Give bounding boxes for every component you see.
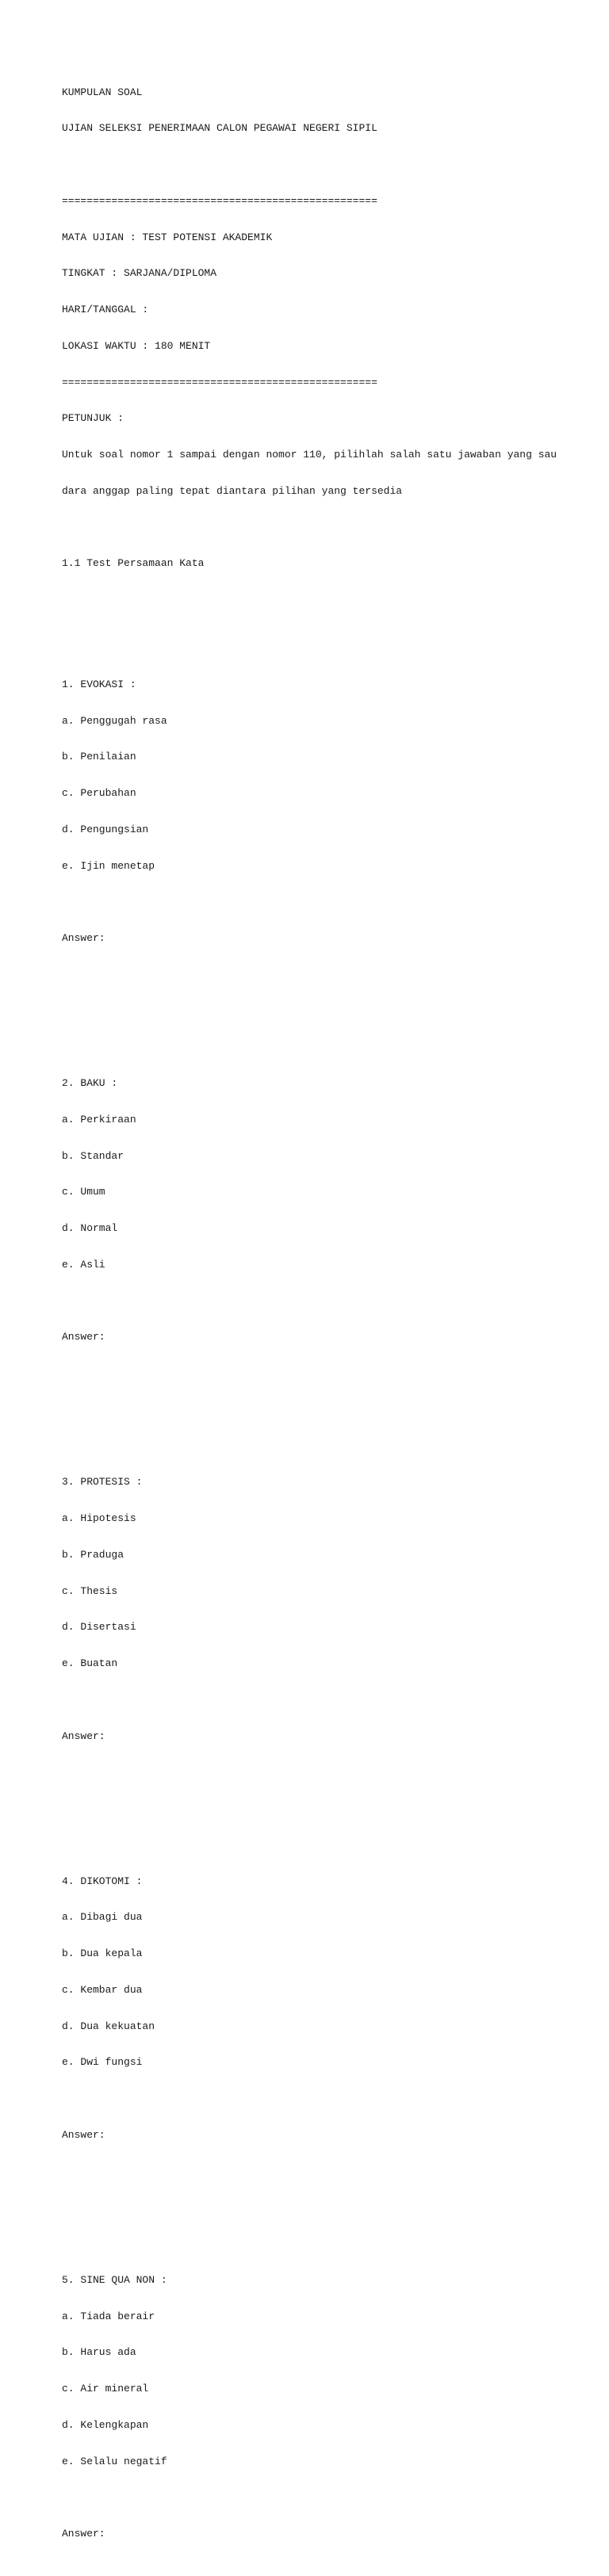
option-c: c. Thesis — [62, 1584, 118, 1597]
blank-line — [62, 2491, 601, 2503]
option-e: e. Selalu negatif — [62, 2455, 167, 2467]
option-a: a. Tiada berair — [62, 2310, 155, 2322]
question-3 — [62, 1452, 601, 1802]
blank-line — [62, 594, 601, 606]
option-e: e. Buatan — [62, 1657, 118, 1669]
instructions-text-2: dara anggap paling tepat diantara pilihan yang tersedia — [62, 484, 403, 497]
answer-label: Answer: — [62, 2528, 105, 2540]
option-d: d. Pengungsian — [62, 823, 149, 835]
section-title: 1.1 Test Persamaan Kata — [62, 557, 205, 570]
blank-line — [62, 969, 601, 980]
option-c: c. Perubahan — [62, 787, 136, 799]
option-d: d. Normal — [62, 1222, 118, 1234]
option-e: e. Ijin menetap — [62, 859, 155, 872]
blank-line — [62, 159, 601, 170]
blank-line — [62, 1295, 601, 1307]
doc-title: KUMPULAN SOAL — [62, 86, 143, 98]
exam-time: LOKASI WAKTU : 180 MENIT — [62, 339, 211, 352]
option-b: b. Penilaian — [62, 751, 136, 763]
blank-line — [62, 2093, 601, 2104]
answer-label: Answer: — [62, 932, 105, 944]
option-b: b. Standar — [62, 1149, 124, 1162]
question-title: 2. BAKU : — [62, 1077, 118, 1089]
question-4 — [62, 1851, 601, 2201]
option-a: a. Dibagi dua — [62, 1911, 143, 1924]
option-d: d. Kelengkapan — [62, 2418, 149, 2431]
option-a: a. Hipotesis — [62, 1512, 136, 1524]
question-5 — [62, 2249, 601, 2564]
option-c: c. Air mineral — [62, 2383, 149, 2394]
answer-label: Answer: — [62, 1331, 105, 1343]
doc-subtitle: UJIAN SELEKSI PENERIMAAN CALON PEGAWAI NEGERI SIPIL — [62, 122, 377, 135]
question-1 — [62, 654, 601, 1004]
option-a: a. Perkiraan — [62, 1113, 136, 1126]
option-b: b. Dua kepala — [62, 1947, 143, 1959]
option-a: a. Penggugah rasa — [62, 714, 167, 727]
instructions-heading: PETUNJUK : — [62, 412, 124, 425]
instructions-text-1: Untuk soal nomor 1 sampai dengan nomor 110, pilihlah salah satu jawaban yang sau — [62, 449, 557, 461]
question-title: 5. SINE QUA NON : — [62, 2273, 167, 2286]
exam-level: TINGKAT : SARJANA/DIPLOMA — [62, 267, 217, 280]
question-title: 4. DIKOTOMI : — [62, 1875, 143, 1887]
question-2 — [62, 1053, 601, 1404]
blank-line — [62, 1766, 601, 1778]
blank-line — [62, 1367, 601, 1379]
blank-line — [62, 1694, 601, 1706]
blank-line — [62, 2165, 601, 2177]
option-d: d. Disertasi — [62, 1621, 136, 1634]
option-b: b. Praduga — [62, 1548, 124, 1561]
answer-label: Answer: — [62, 1729, 105, 1742]
blank-line — [62, 896, 601, 908]
question-title: 3. PROTESIS : — [62, 1476, 143, 1489]
document-page — [62, 62, 601, 2576]
separator-top: =================================================== — [62, 194, 377, 207]
question-title: 1. EVOKASI : — [62, 678, 136, 690]
option-e: e. Dwi fungsi — [62, 2056, 143, 2069]
blank-line — [62, 522, 601, 533]
option-c: c. Umum — [62, 1186, 105, 1198]
option-b: b. Harus ada — [62, 2346, 136, 2359]
answer-label: Answer: — [62, 2128, 105, 2141]
option-d: d. Dua kekuatan — [62, 2020, 155, 2032]
separator-bottom: =================================================== — [62, 376, 377, 388]
option-e: e. Asli — [62, 1258, 105, 1271]
option-c: c. Kembar dua — [62, 1983, 143, 1996]
exam-subject: MATA UJIAN : TEST POTENSI AKADEMIK — [62, 231, 273, 243]
exam-date: HARI/TANGGAL : — [62, 304, 149, 315]
